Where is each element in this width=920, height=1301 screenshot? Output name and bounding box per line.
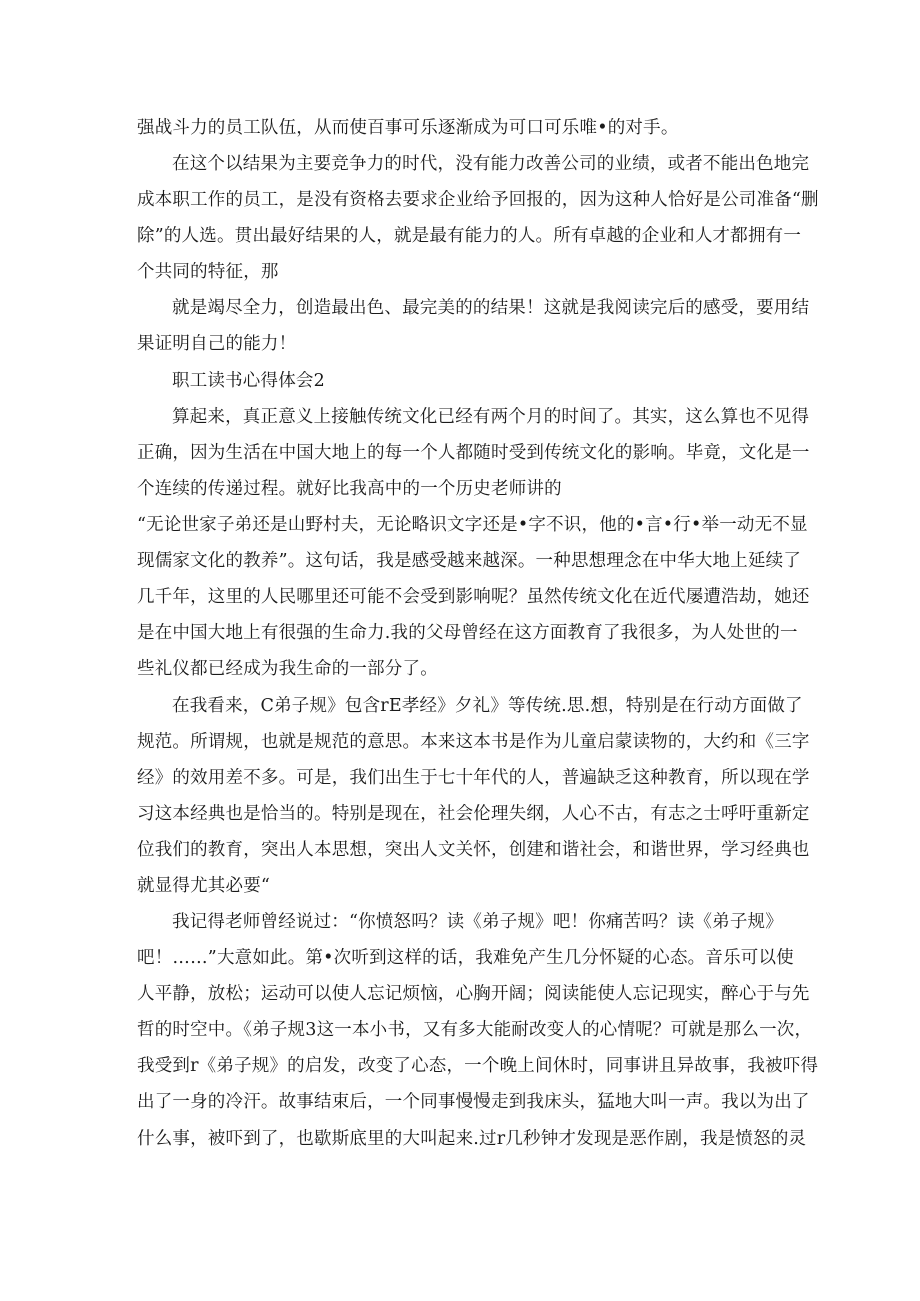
text-line: 是在中国大地上有很强的生命力.我的父母曾经在这方面教育了我很多，为人处世的一 (137, 623, 798, 643)
text-line: 规范。所谓规，也就是规范的意思。本来这本书是作为儿童启蒙读物的，大约和《三字 (137, 732, 810, 752)
text-line: 我记得老师曾经说过：“你愤怒吗？读《弟子规》吧！你痛苦吗？读《弟子规》 (172, 912, 783, 932)
text-line: 就是竭尽全力，创造最出色、最完美的的结果！这就是我阅读完后的感受，要用结 (172, 298, 810, 318)
text-line: 什么事，被吓到了，也歇斯底里的大叫起来.过r几秒钟才发现是恶作剧，我是愤怒的灵 (137, 1129, 807, 1149)
text-line: 成本职工作的员工，是没有资格去要求企业给予回报的，因为这种人恰好是公司准备“删 (137, 190, 819, 210)
text-line: 在我看来，C弟子规》包含rE孝经》夕礼》等传统.思.想，特别是在行动方面做了 (172, 696, 803, 716)
text-line: 经》的效用差不多。可是，我们出生于七十年代的人，普遍缺乏这种教育，所以现在学 (137, 768, 810, 788)
text-line: 习这本经典也是恰当的。特别是现在，社会伦理失纲，人心不古，有志之士呼吁重新定 (137, 804, 810, 824)
text-line: 出了一身的冷汗。故事结束后，一个同事慢慢走到我床头，猛地大叫一声。我以为出了 (137, 1092, 810, 1112)
text-line: 在这个以结果为主要竞争力的时代，没有能力改善公司的业绩，或者不能出色地完 (172, 154, 810, 174)
text-line: 除”的人选。贯出最好结果的人，就是最有能力的人。所有卓越的企业和人才都拥有一 (137, 226, 802, 246)
text-line: “无论世家子弟还是山野村夫，无论略识文字还是•字不识，他的•言•行•举一动无不显 (137, 515, 808, 535)
text-line: 些礼仪都已经成为我生命的一部分了。 (137, 659, 438, 679)
text-line: 我受到r《弟子规》的启发，改变了心态，一个晚上间休时，同事讲且异故事，我被吓得 (137, 1056, 819, 1076)
text-line: 几千年，这里的人民哪里还可能不会受到影响呢？虽然传统文化在近代屡遭浩劫，她还 (137, 587, 810, 607)
text-line: 个连续的传递过程。就好比我高中的一个历史老师讲的 (137, 479, 562, 499)
text-line: 正确，因为生活在中国大地上的每一个人都随时受到传统文化的影响。毕竟，文化是一 (137, 443, 810, 463)
text-line: 强战斗力的员工队伍，从而使百事可乐逐渐成为可口可乐唯•的对手。 (137, 118, 679, 138)
text-line: 就显得尤其必要“ (137, 876, 271, 896)
text-line: 个共同的特征，那 (137, 262, 279, 282)
text-line: 哲的时空中。《弟子规3这一本小书，又有多大能耐改变人的心情呢？可就是那么一次， (137, 1020, 813, 1040)
text-line: 位我们的教育，突出人本思想，突出人文关怀，创建和谐社会，和谐世界，学习经典也 (137, 840, 810, 860)
text-line: 果证明自己的能力！ (137, 334, 297, 354)
section-heading: 职工读书心得体会2 (172, 371, 325, 391)
text-line: 人平静，放松；运动可以使人忘记烦恼，心胸开阔；阅读能使人忘记现实，醉心于与先 (137, 984, 810, 1004)
text-line: 现儒家文化的教养”。这句话，我是感受越来越深。一种思想理念在中华大地上延续了 (137, 551, 802, 571)
text-line: 算起来，真正意义上接触传统文化已经有两个月的时间了。其实，这么算也不见得 (172, 407, 810, 427)
text-line: 吧！……”大意如此。第•次听到这样的话，我难免产生几分怀疑的心态。音乐可以使 (137, 948, 794, 968)
